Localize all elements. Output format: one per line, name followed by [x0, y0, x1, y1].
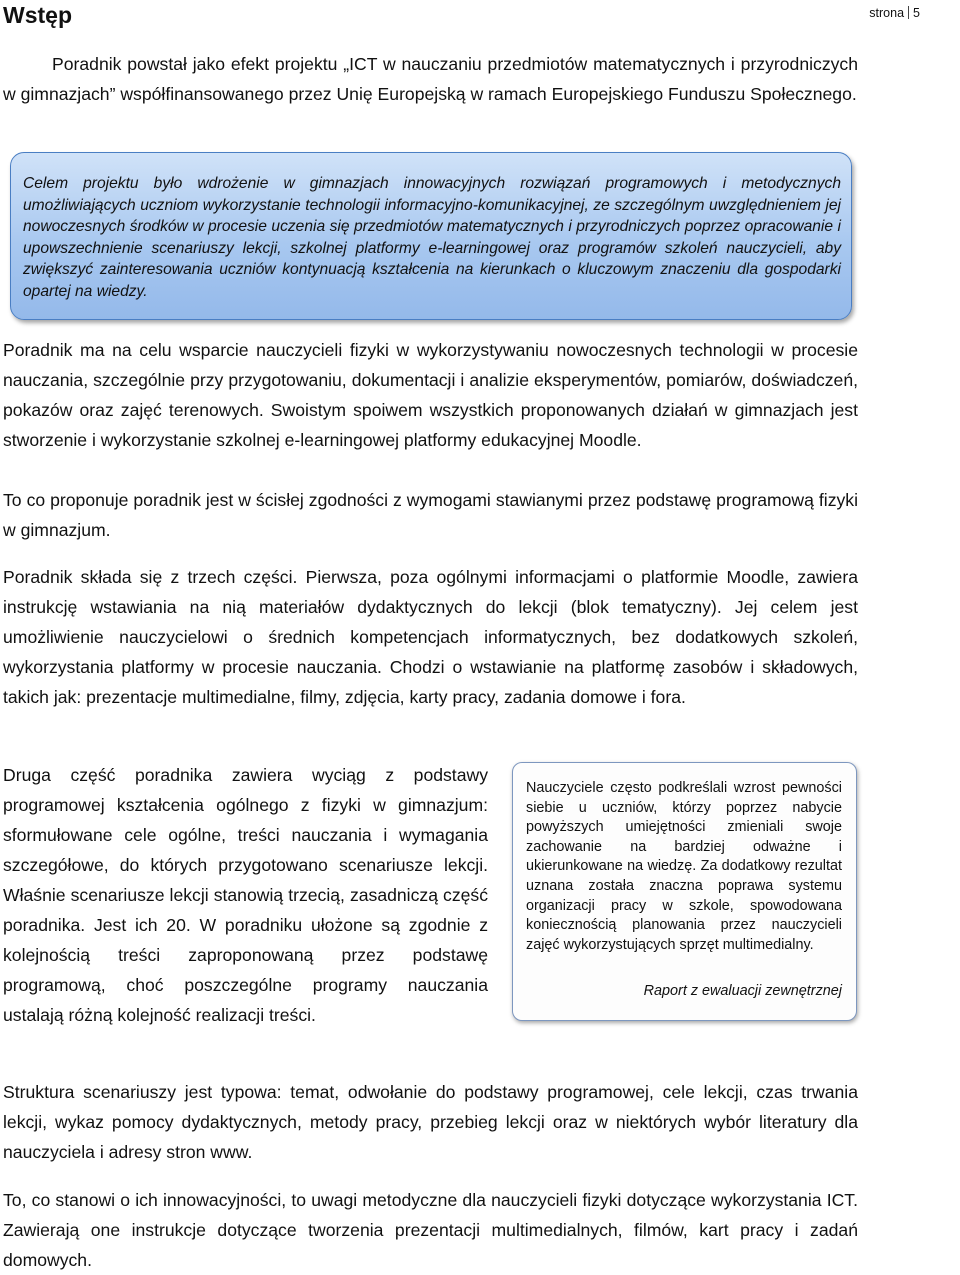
page-label: strona [869, 6, 905, 20]
highlight-box-text: Celem projektu było wdrożenie w gimnazjach innowacyjnych rozwiązań programowych i metodycznych umożliwiających uczniom wykorzystanie technologii informacyjno-komunikacyjnej, ze szczególnym uwzględnieniem jej nowoczesnych środków w procesie uczenia się przedmiotów matematycznych i przyrodniczych poprzez opracowanie i upowszechnienie scenariuszy lekcji, szkolnej platformy e-learningowej oraz programów szkoleń nauczycieli, aby zwiększyć zainteresowania uczniów kontynuacją kształcenia na kierunkach o kluczowym znaczeniu dla gospodarki opartej na wiedzy. [23, 175, 841, 300]
intro-paragraph: Poradnik powstał jako efekt projektu „ICT w nauczaniu przedmiotów matematycznych i przyrodniczych w gimnazjach” współfinansowanego przez Unię Europejską w ramach Europejskiego Funduszu Społecznego. [3, 54, 858, 104]
quote-source: Raport z ewaluacji zewnętrznej [643, 983, 842, 999]
page-title: Wstęp [3, 2, 72, 28]
paragraph-purpose: Poradnik ma na celu wsparcie nauczycieli fizyki w wykorzystywaniu nowoczesnych technologii w procesie nauczania, szczególnie przy przygotowaniu, dokumentacji i analizie eksperymentów, pomiarów, doświadczeń, pokazów oraz zajęć terenowych. Swoistym spoiwem wszystkich proponowanych działań w gimnazjach jest stworzenie i wykorzystanie szkolnej e-learningowej platformy edukacyjnej Moodle. [3, 340, 858, 450]
paragraph-curriculum: To co proponuje poradnik jest w ścisłej zgodności z wymogami stawianymi przez podstawę programową fizyki w gimnazjum. [3, 490, 858, 540]
paragraph-second-part: Druga część poradnika zawiera wyciąg z podstawy programowej kształcenia ogólnego z fizyki w gimnazjum: sformułowane cele ogólne, treści nauczania i wymagania szczegółowe, do których przygotowano scenariusze lekcji. Właśnie scenariusze lekcji stanowią trzecią, zasadniczą część poradnika. Jest ich 20. W poradniku ułożone są zgodnie z kolejnością treści zaproponowaną przez podstawę programową, choć poszczególne programy nauczania ustalają różną kolejność realizacji treści. [3, 765, 488, 1025]
paragraph-scenario-structure: Struktura scenariuszy jest typowa: temat, odwołanie do podstawy programowej, cele lekcji, czas trwania lekcji, wykaz pomocy dydaktycznych, metody pracy, przebieg lekcji oraz w niektórych wybór literatury dla nauczyciela i adresy stron www. [3, 1082, 858, 1162]
quote-text: Nauczyciele często podkreślali wzrost pewności siebie u uczniów, którzy poprzez nabycie powyższych umiejętności zmieniali swoje zachowanie na bardziej odważne i ukierunkowane na wiedzę. Za dodatkowy rezultat uznana została znaczna poprawa systemu organizacji pracy w szkole, spowodowana koniecznością planowania przez nauczycieli zajęć wykorzystujących sprzęt multimedialny. [526, 780, 842, 953]
page-number-divider [908, 6, 909, 19]
paragraph-structure: Poradnik składa się z trzech części. Pierwsza, poza ogólnymi informacjami o platformie Moodle, zawiera instrukcję wstawiania na nią materiałów dydaktycznych do lekcji (blok tematyczny). Jej celem jest umożliwienie nauczycielowi o średnich kompetencjach informatycznych, bez dodatkowych szkoleń, wykorzystania platformy w procesie nauczania. Chodzi o wstawianie na platformę zasobów i składowych, takich jak: prezentacje multimedialne, filmy, zdjęcia, karty pracy, zadania domowe i fora. [3, 567, 858, 707]
page-number-value: 5 [913, 6, 920, 20]
paragraph-innovation: To, co stanowi o ich innowacyjności, to uwagi metodyczne dla nauczycieli fizyki dotyczące wykorzystania ICT. Zawierają one instrukcje dotyczące tworzenia prezentacji multimedialnych, filmów, kart pracy i zadań domowych. [3, 1190, 858, 1270]
page-number [869, 6, 920, 20]
